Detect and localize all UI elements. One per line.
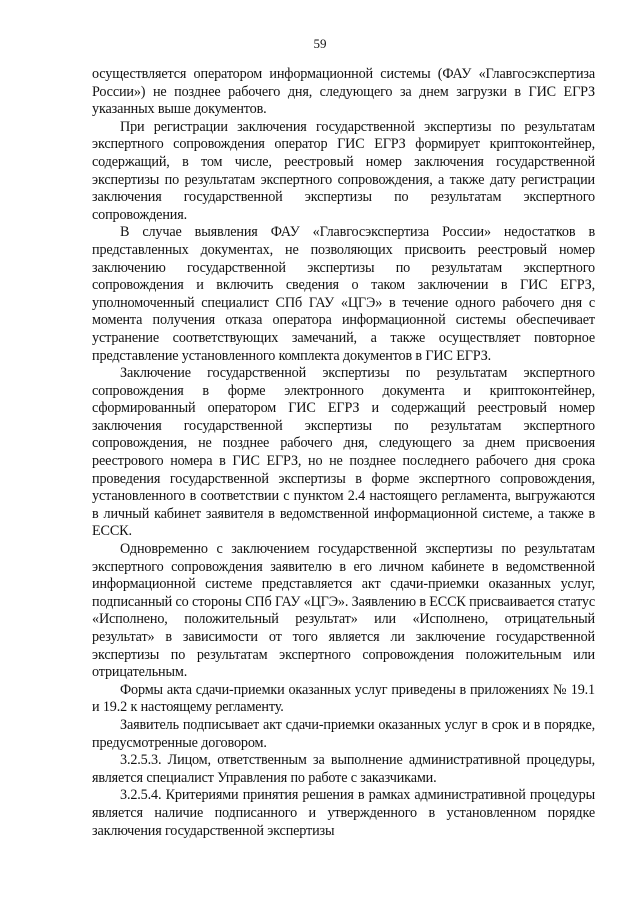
paragraph-acceptance-act: Одновременно с заключением государственной экспертизы по результатам экспертного сопровождения заявителю в его личном кабинете в ведомственной информационной системе представляется акт сдачи-приемки оказанных услуг, подписанный со стороны СПб ГАУ «ЦГЭ». Заявлению в ЕССК присваивается статус «Исполнено, положительный результат» или «Исполнено, отрицательный результат» в зависимости от того является ли заключение государственной экспертизы по результатам экспертного сопровождения положительным или отрицательным. <box>92 541 595 681</box>
paragraph-act-forms: Формы акта сдачи-приемки оказанных услуг приведены в приложениях № 19.1 и 19.2 к настоящему регламенту. <box>92 681 595 716</box>
paragraph-3-2-5-3: 3.2.5.3. Лицом, ответственным за выполнение административной процедуры, является специалист Управления по работе с заказчиками. <box>92 752 595 786</box>
paragraph-applicant-signs: Заявитель подписывает акт сдачи-приемки оказанных услуг в срок и в порядке, предусмотренные договором. <box>92 716 595 751</box>
document-body <box>92 66 595 840</box>
paragraph-registration: При регистрации заключения государственной экспертизы по результатам экспертного сопровождения оператор ГИС ЕГРЗ формирует криптоконтейнер, содержащий, в том числе, реестровый номер заключения государственной экспертизы по результатам экспертного сопровождения, а также дату регистрации заключения государственной экспертизы по результатам экспертного сопровождения. <box>92 118 595 223</box>
paragraph-3-2-5-4: 3.2.5.4. Критериями принятия решения в рамках административной процедуры является наличие подписанного и утвержденного в установленном порядке заключения государственной экспертизы <box>92 787 595 839</box>
paragraph-continuation: осуществляется оператором информационной системы (ФАУ «Главгосэкспертиза России») не позднее рабочего дня, следующего за днем загрузки в ГИС ЕГРЗ указанных выше документов. <box>92 66 595 118</box>
paragraph-deficiencies: В случае выявления ФАУ «Главгосэкспертиза России» недостатков в представленных документах, не позволяющих присвоить реестровый номер заключению государственной экспертизы по результатам экспертного сопровождения и включить сведения о таком заключении в ГИС ЕГРЗ, уполномоченный специалист СПб ГАУ «ЦГЭ» в течение одного рабочего дня с момента получения отказа оператора информационной системы обеспечивает устранение соответствующих замечаний, а также осуществляет повторное представление установленного комплекта документов в ГИС ЕГРЗ. <box>92 224 595 364</box>
paragraph-conclusion-upload: Заключение государственной экспертизы по результатам экспертного сопровождения в форме электронного документа и криптоконтейнер, сформированный оператором ГИС ЕГРЗ и содержащий реестровый номер заключения государственной экспертизы по результатам экспертного сопровождения, не позднее рабочего дня, следующего за днем присвоения реестрового номера в ГИС ЕГРЗ, но не позднее последнего рабочего дня срока проведения государственной экспертизы в форме экспертного сопровождения, установленного в соответствии с пунктом 2.4 настоящего регламента, выгружаются в личный кабинет заявителя в ведомственной информационной системе, а также в ЕССК. <box>92 365 595 540</box>
page-number: 59 <box>313 36 327 51</box>
